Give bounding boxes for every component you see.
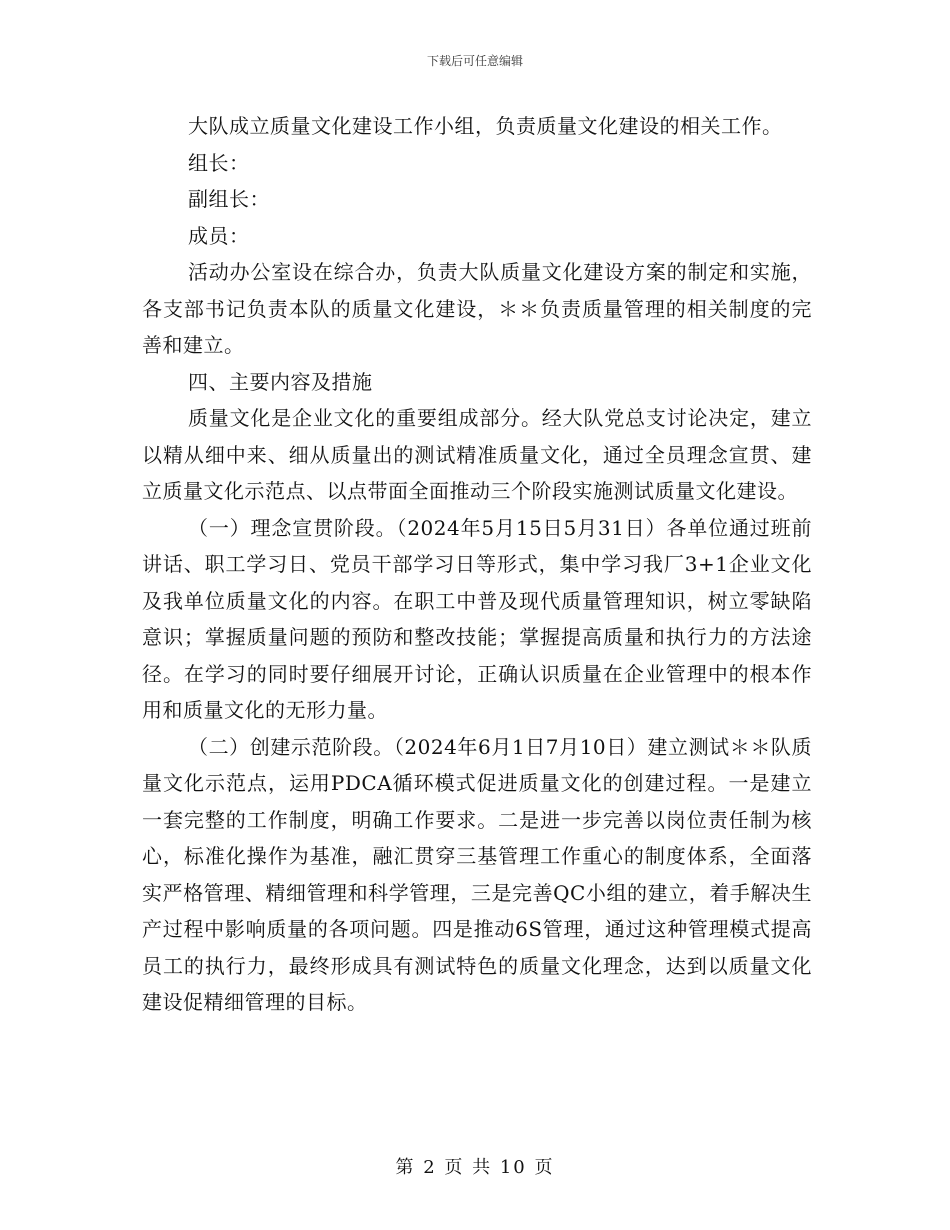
paragraph-stage-two: （二）创建示范阶段。（2024年6月1日7月10日）建立测试＊＊队质量文化示范点，运用PDCA循环模式促进质量文化的创建过程。一是建立一套完整的工作制度，明确工作要求。二是进一步完善以岗位责任制为核心，标准化操作为基准，融汇贯穿三基管理工作重心的制度体系，全面落实严格管理、精细管理和科学管理，三是完善QC小组的建立，着手解决生产过程中影响质量的各项问题。四是推动6S管理，通过这种管理模式提高员工的执行力，最终形成具有测试特色的质量文化理念，达到以质量文化建设促精细管理的目标。: [142, 734, 812, 1014]
paragraph-work-group: 大队成立质量文化建设工作小组，负责质量文化建设的相关工作。: [188, 114, 783, 138]
page-number: 第 2 页 共 10 页: [395, 1157, 555, 1178]
page-header-note: 下载后可任意编辑: [426, 54, 523, 68]
document-body: [142, 108, 812, 1021]
paragraph-quality-culture: 质量文化是企业文化的重要组成部分。经大队党总支讨论决定，建立以精从细中来、细从质量出的测试精准质量文化，通过全员理念宣贯、建立质量文化示范点、以点带面全面推动三个阶段实施测试质量文化建设。: [142, 406, 812, 503]
paragraph-group-leader: 组长：: [188, 150, 250, 175]
section-heading-main-content: 四、主要内容及措施: [188, 369, 373, 394]
paragraph-members: 成员：: [188, 223, 250, 248]
paragraph-stage-one: （一）理念宣贯阶段。（2024年5月15日5月31日）各单位通过班前讲话、职工学习日、党员干部学习日等形式，集中学习我厂3+1企业文化及我单位质量文化的内容。在职工中普及现代质量管理知识，树立零缺陷意识；掌握质量问题的预防和整改技能；掌握提高质量和执行力的方法途径。在学习的同时要仔细展开讨论，正确认识质量在企业管理中的根本作用和质量文化的无形力量。: [142, 515, 812, 722]
paragraph-deputy-leader: 副组长：: [188, 187, 270, 211]
paragraph-activity-office: 活动办公室设在综合办，负责大队质量文化建设方案的制定和实施，各支部书记负责本队的质量文化建设，＊＊负责质量管理的相关制度的完善和建立。: [142, 260, 812, 357]
